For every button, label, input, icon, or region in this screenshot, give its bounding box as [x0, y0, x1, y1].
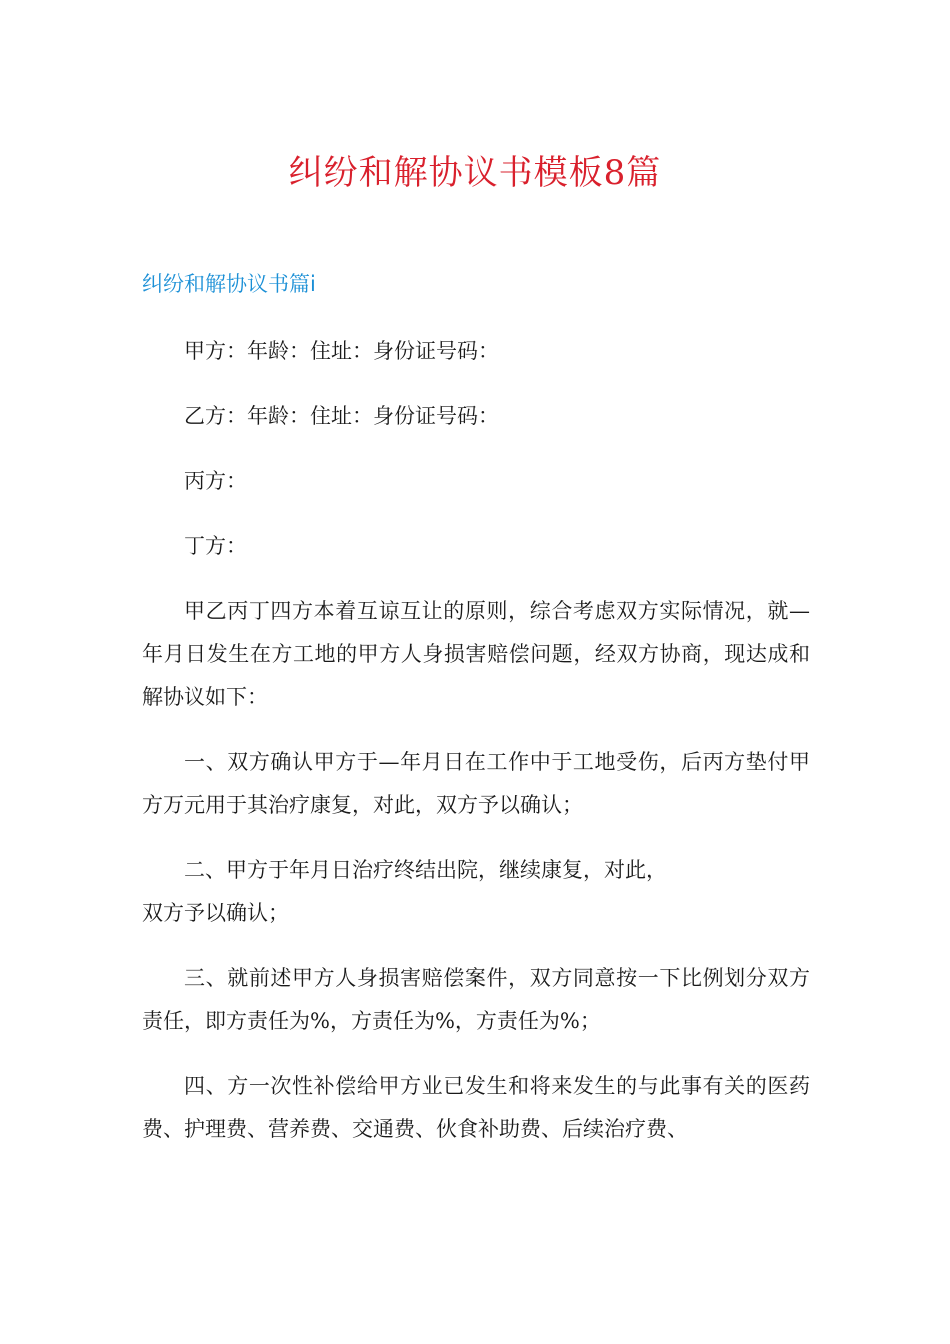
clause-3-paragraph: 三、就前述甲方人身损害赔偿案件，双方同意按一下比例划分双方责任，即方责任为%，方责任为%，方责任为%； [142, 966, 810, 1033]
preamble-paragraph: 甲乙丙丁四方本着互谅互让的原则，综合考虑双方实际情况，就—年月日发生在方工地的甲方人身损害赔偿问题，经双方协商，现达成和解协议如下： [142, 599, 810, 709]
clause-2-continuation: 双方予以确认； [142, 901, 289, 925]
clause-4-paragraph: 四、方一次性补偿给甲方业已发生和将来发生的与此事有关的医药费、护理费、营养费、交通费、伙食补助费、后续治疗费、 [142, 1074, 810, 1141]
document-title: 纠纷和解协议书模板8篇 [288, 153, 662, 193]
clause-1-paragraph: 一、双方确认甲方于—年月日在工作中于工地受伤，后丙方垫付甲方万元用于其治疗康复，对此，双方予以确认； [142, 750, 810, 817]
party-a-line: 甲方：年龄：住址：身份证号码： [184, 339, 499, 363]
section-heading: 纠纷和解协议书篇i [142, 272, 316, 296]
party-b-line: 乙方：年龄：住址：身份证号码： [184, 404, 499, 428]
party-d-line: 丁方： [184, 534, 247, 558]
party-c-line: 丙方： [184, 469, 247, 493]
clause-2-paragraph: 二、甲方于年月日治疗终结出院，继续康复，对此， [184, 858, 667, 882]
document-body [142, 330, 810, 1173]
